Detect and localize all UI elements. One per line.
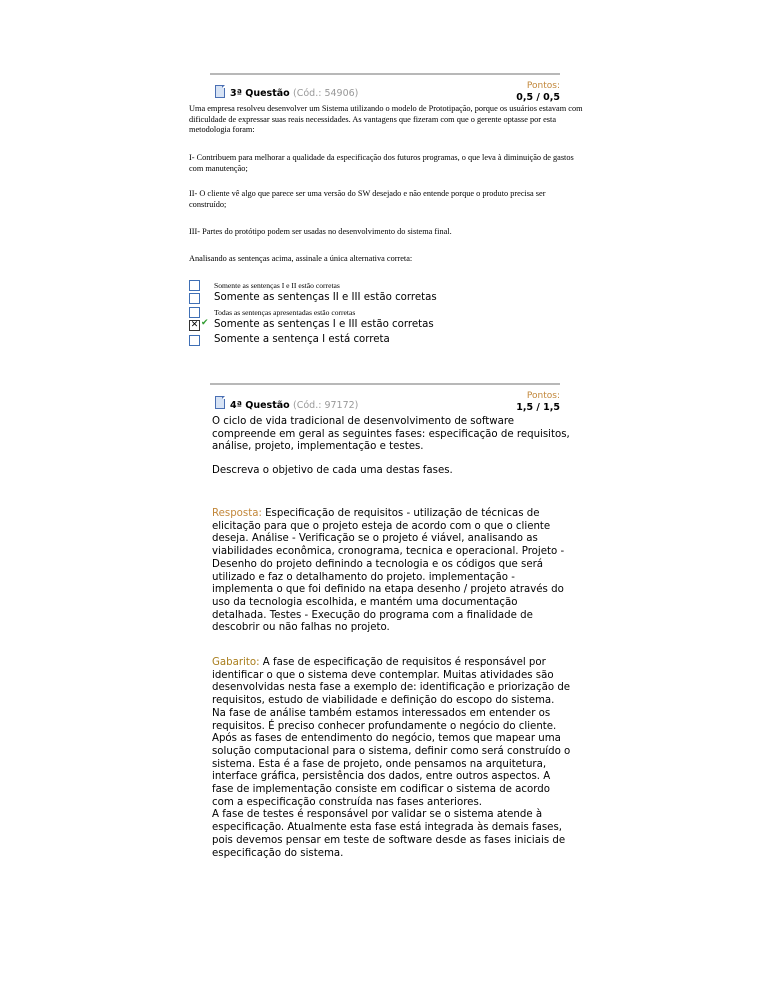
q4-title [230, 400, 358, 411]
q3-statement-2: II- O cliente vê algo que parece ser uma versão do SW desejado e não entende porque o produto precisa ser construído; [189, 189, 546, 209]
q4-points-label: Pontos: [526, 391, 560, 401]
q3-title-text: 3ª Questão [230, 88, 290, 99]
q3-option-label: Somente as sentenças II e III estão corretas [214, 292, 437, 303]
answer-text: Especificação de requisitos - utilização de técnicas de elicitação para que o projeto esteja de acordo com o que o cliente deseja. Análise - Verificação se o projeto é viável, analisando as viabilidades econômica, cronograma, tecnica e operacional. Projeto - Desenho do projeto definindo a tecnologia e os códigos que será utilizado e faz o detalhamento do projeto. implementação - implementa o que foi definido na etapa desenho / projeto através do uso da tecnologia escolhida, e mantém uma documentação detalhada. Testes - Execução do programa com a finalidade de descobrir ou não falhas no projeto. [212, 508, 565, 634]
checkbox[interactable] [189, 280, 200, 291]
answer-label: Resposta: [212, 508, 262, 519]
q3-points-label: Pontos: [526, 81, 560, 91]
q3-statement-3: III- Partes do protótipo podem ser usadas no desenvolvimento do sistema final. [189, 227, 452, 236]
key-label: Gabarito: [212, 657, 260, 668]
q3-statement-1: I- Contribuem para melhorar a qualidade da especificação dos futuros programas, o que leva à diminuição de gastos com manutenção; [189, 153, 574, 173]
x-mark-icon: ✕ [190, 320, 199, 330]
checkbox-checked[interactable] [189, 320, 200, 331]
q4-question: O ciclo de vida tradicional de desenvolvimento de software compreende em geral as seguintes fases: especificação de requisitos, análise, projeto, implementação e testes. [212, 416, 570, 453]
q4-answer [212, 508, 572, 635]
q3-option-label: Somente as sentenças I e II estão corretas [214, 281, 340, 290]
q3-title [230, 88, 358, 99]
q4-divider [210, 383, 560, 385]
q3-option-label: Todas as sentenças apresentadas estão corretas [214, 308, 356, 317]
q3-option-label: Somente a sentença I está correta [214, 334, 390, 345]
check-icon: ✔ [201, 318, 209, 328]
checkbox[interactable] [189, 335, 200, 346]
key-text: A fase de especificação de requisitos é responsável por identificar o que o sistema deve contemplar. Muitas atividades são desenvolvidas nesta fase a exemplo de: identificação e priorização de requisitos, estudo de viabilidade e definição do escopo do sistema. Na fase de análise também estamos interessados em entender os requisitos. É preciso conhecer profundamente o negócio do cliente. Após as fases de entendimento do negócio, temos que mapear uma solução computacional para o sistema, definir como será construído o sistema. Esta é a fase de projeto, onde pensamos na arquitetura, interface gráfica, persistência dos dados, entre outros aspectos. A fase de implementação consiste em codificar o sistema de acordo com a especificação construída nas fases anteriores. A fase de testes é responsável por validar se o sistema atende à especificação. Atualmente esta fase está integrada às demais fases, pois devemos pensar em teste de software desde as fases iniciais de especificação do sistema. [212, 657, 571, 859]
q3-intro: Uma empresa resolveu desenvolver um Sistema utilizando o modelo de Prototipação, porque os usuários estavam com dificuldade de expressar suas reais necessidades. As vantagens que fizeram com que o gerente optasse por esta metodologia foram: [189, 104, 583, 134]
checkbox[interactable] [189, 307, 200, 318]
q4-code: (Cód.: 97172) [293, 400, 359, 411]
q4-title-text: 4ª Questão [230, 400, 290, 411]
q3-option-label: Somente as sentenças I e III estão corretas [214, 319, 434, 330]
q3-points-value: 0,5 / 0,5 [516, 92, 560, 103]
q4-points-value: 1,5 / 1,5 [516, 402, 560, 413]
q3-divider [210, 73, 560, 75]
checkbox[interactable] [189, 293, 200, 304]
document-icon [215, 396, 225, 408]
q3-code: (Cód.: 54906) [293, 88, 359, 99]
q4-key [212, 657, 572, 860]
document-icon [215, 85, 225, 97]
q4-prompt: Descreva o objetivo de cada uma destas fases. [212, 465, 453, 476]
q3-instruction: Analisando as sentenças acima, assinale a única alternativa correta: [189, 254, 413, 263]
